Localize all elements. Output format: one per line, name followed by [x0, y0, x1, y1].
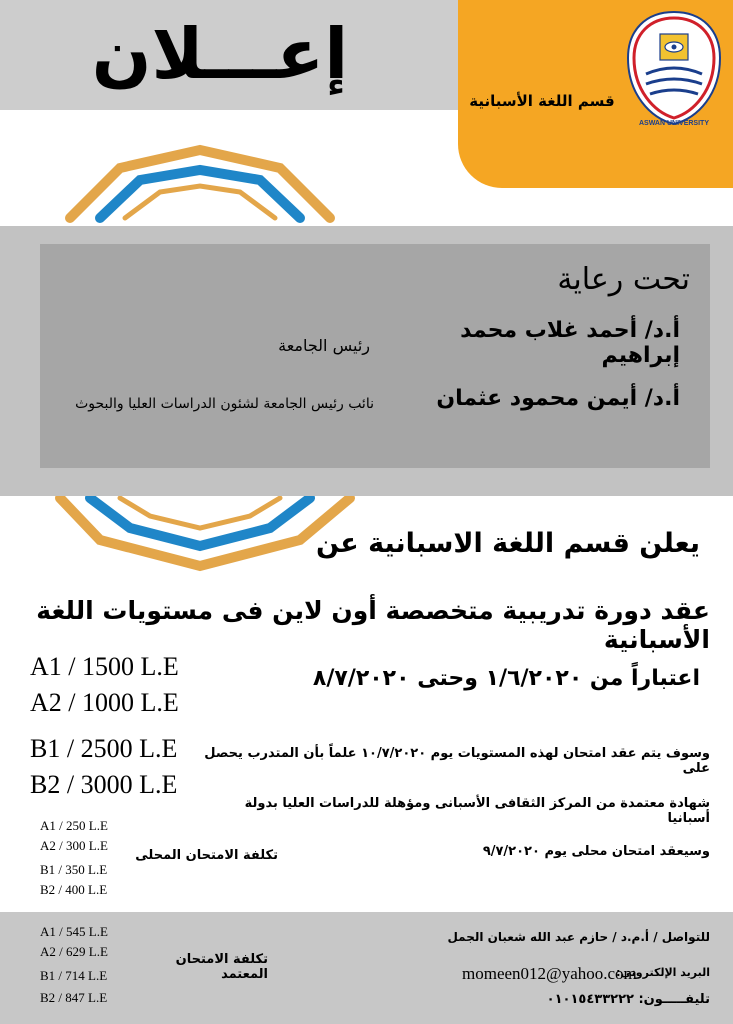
local-exam-label: تكلفة الامتحان المحلى — [135, 848, 278, 863]
exam-info-line-1: وسوف يتم عقد امتحان لهذه المستويات يوم ١٠/٧/٢٠٢٠ علماً بأن المتدرب يحصل على — [204, 746, 710, 776]
accredited-exam-price-a2: A2 / 629 L.E — [40, 944, 108, 959]
patron-name-1: أ.د/ أحمد غلاب محمد إبراهيم — [460, 318, 680, 368]
university-logo — [624, 8, 724, 128]
exam-info-line-3: وسيعقد امتحان محلى يوم ٩/٧/٢٠٢٠ — [482, 844, 710, 859]
local-exam-price-a1: A1 / 250 L.E — [40, 818, 108, 833]
announcement-intro: يعلن قسم اللغة الاسبانية عن — [316, 528, 700, 559]
local-exam-price-a2: A2 / 300 L.E — [40, 838, 108, 853]
patron-title-1: رئيس الجامعة — [278, 336, 370, 355]
patron-name-2: أ.د/ أيمن محمود عثمان — [436, 386, 680, 411]
department-name: قسم اللغة الأسبانية — [469, 92, 615, 110]
contact-person: للتواصل / أ.م.د / حازم عبد الله شعبان الجمل — [447, 930, 710, 944]
local-exam-price-b2: B2 / 400 L.E — [40, 882, 108, 897]
email-address[interactable]: momeen012@yahoo.com — [462, 964, 637, 983]
course-price-a2: A2 / 1000 L.E — [30, 688, 179, 717]
course-dates: اعتباراً من ١/٦/٢٠٢٠ وحتى ٨/٧/٢٠٢٠ — [312, 666, 700, 691]
accredited-exam-label: تكلفة الامتحان المعتمد — [175, 952, 268, 982]
email-label: البريد الإلكترونى: — [616, 966, 710, 979]
phone-number: تليفـــــون: ٠١٠١٥٤٣٣٢٢٢ — [546, 992, 710, 1007]
course-price-b1: B1 / 2500 L.E — [30, 734, 178, 763]
accredited-exam-price-a1: A1 / 545 L.E — [40, 924, 108, 939]
course-price-b2: B2 / 3000 L.E — [30, 770, 178, 799]
patron-title-2: نائب رئيس الجامعة لشئون الدراسات العليا والبحوث — [75, 396, 374, 412]
accredited-exam-price-b2: B2 / 847 L.E — [40, 990, 108, 1005]
course-price-a1: A1 / 1500 L.E — [30, 652, 179, 681]
logo-caption: ASWAN UNIVERSITY — [638, 120, 709, 127]
patronage-heading: تحت رعاية — [557, 262, 690, 297]
accredited-exam-price-b1: B1 / 714 L.E — [40, 968, 108, 983]
announcement-title: إعـــلان — [91, 13, 349, 95]
local-exam-price-b1: B1 / 350 L.E — [40, 862, 108, 877]
exam-info-line-2: شهادة معتمدة من المركز الثقافى الأسبانى ومؤهلة للدراسات العليا بدولة أسبانيا — [244, 796, 710, 826]
course-title: عقد دورة تدريبية متخصصة أون لاين فى مستويات اللغة الأسبانية — [36, 596, 710, 654]
